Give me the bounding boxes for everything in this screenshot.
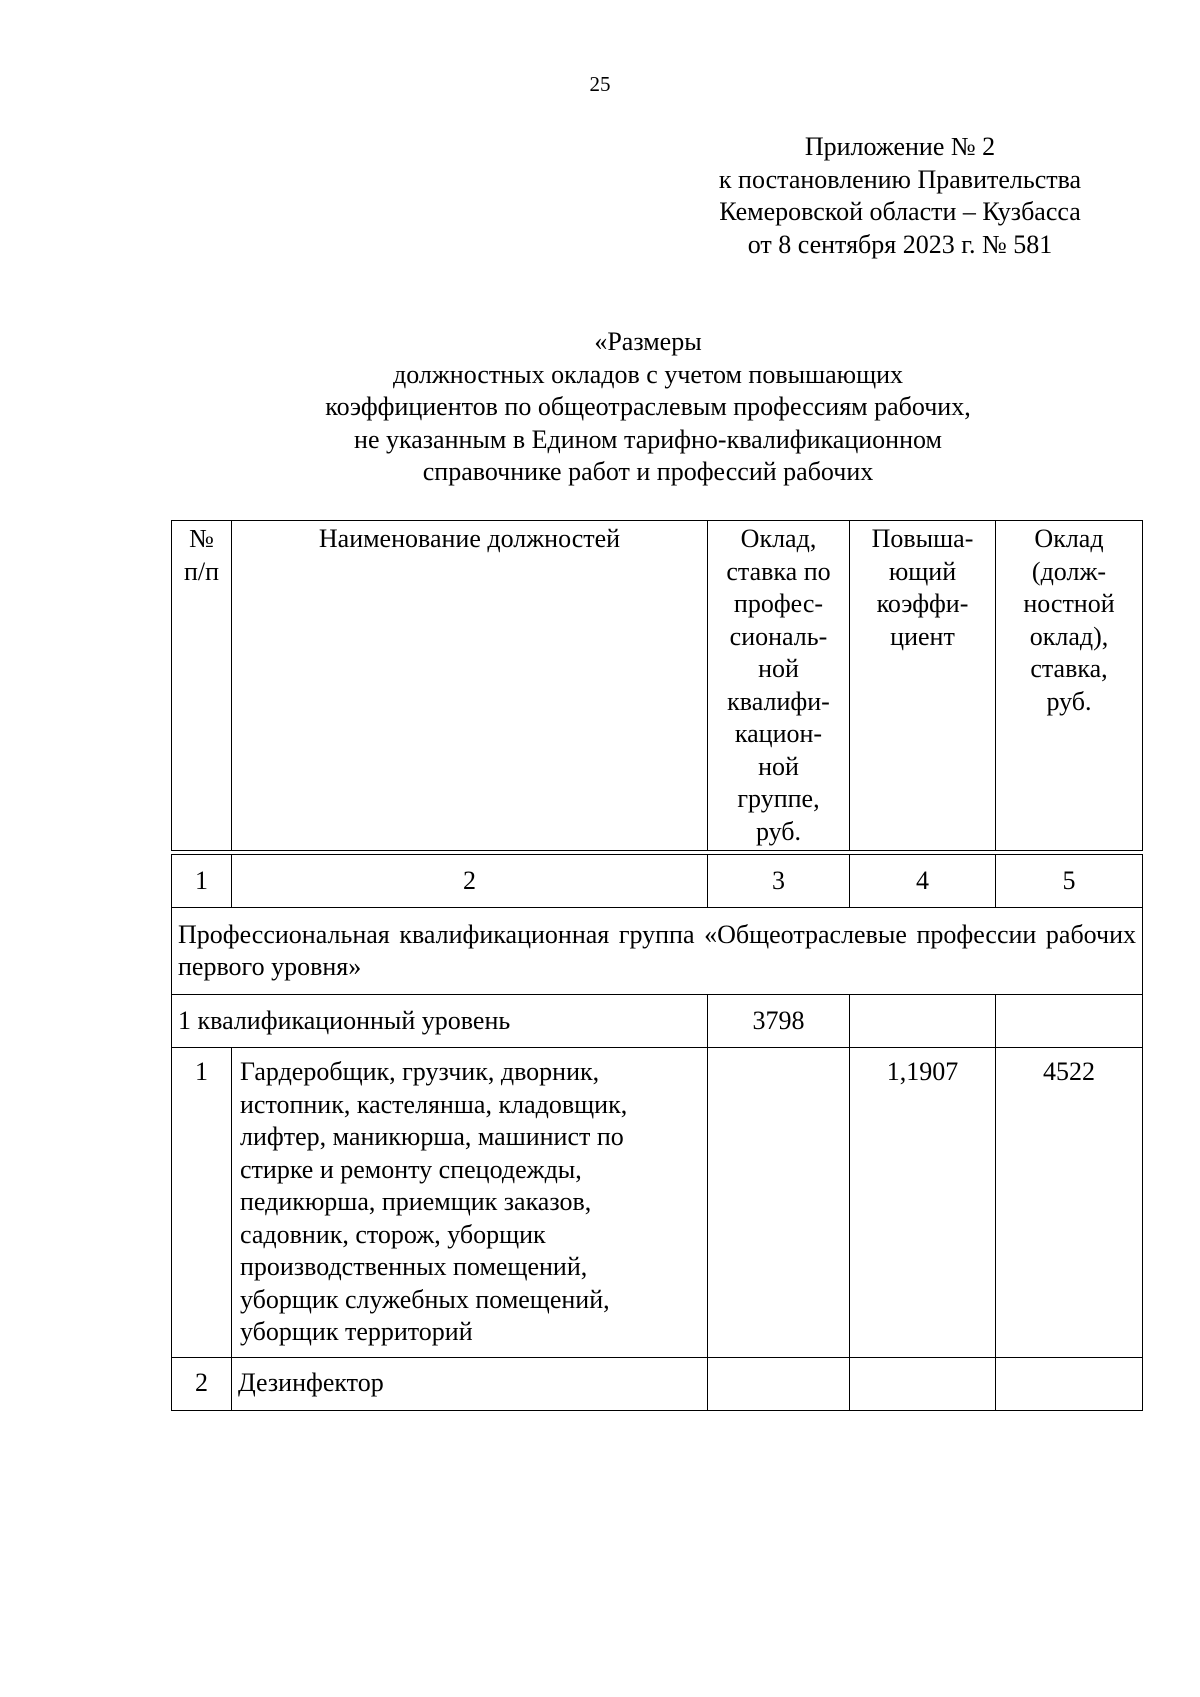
page-number: 25	[589, 72, 611, 96]
header-text: коэффи-	[876, 589, 969, 618]
appendix-block	[680, 131, 1120, 261]
header-text: Оклад,	[740, 524, 817, 553]
header-text: циент	[890, 621, 955, 651]
header-text: ставка,	[1030, 654, 1108, 683]
title-line: справочнике работ и профессий рабочих	[422, 457, 874, 486]
header-text: Оклад	[1034, 524, 1104, 553]
header-text: ностной	[1023, 589, 1115, 618]
header-text: ющий	[888, 556, 957, 586]
column-number: 4	[850, 855, 996, 908]
appendix-line: к постановлению Правительства	[718, 164, 1082, 194]
header-text: кацион-	[734, 719, 823, 748]
appendix-line: от 8 сентября 2023 г. № 581	[747, 229, 1053, 259]
header-text: квалифи-	[727, 686, 830, 716]
position-line: истопник, кастелянша, кладовщик,	[240, 1089, 628, 1119]
level-label: 1 квалификационный уровень	[172, 995, 708, 1048]
position-line: лифтер, маникюрша, машинист по	[240, 1122, 624, 1151]
position-line: Гардеробщик, грузчик, дворник,	[240, 1057, 600, 1086]
row-group-salary	[708, 1357, 850, 1410]
column-number: 2	[232, 855, 708, 908]
row-position-names: Дезинфектор	[232, 1357, 708, 1410]
header-text: Наименование должностей	[318, 524, 621, 553]
position-line: педикюрша, приемщик заказов,	[240, 1187, 592, 1216]
header-text: (долж-	[1031, 556, 1107, 586]
header-text: профес-	[733, 589, 824, 618]
header-text: сиональ-	[729, 621, 828, 651]
row-position-names	[232, 1048, 708, 1358]
level-row	[172, 995, 1143, 1048]
title-line: коэффициентов по общеотраслевым профессиям рабочих,	[325, 392, 971, 421]
header-text: ной	[758, 654, 799, 683]
column-number: 3	[708, 855, 850, 908]
column-number: 1	[172, 855, 232, 908]
header-text: Повыша-	[871, 524, 974, 553]
title-line: должностных окладов с учетом повышающих	[392, 359, 904, 389]
row-salary: 4522	[996, 1048, 1143, 1358]
appendix-line: Приложение № 2	[804, 132, 996, 161]
header-text: группе,	[737, 784, 820, 813]
position-line: стирке и ремонту спецодежды,	[240, 1154, 582, 1184]
header-text: руб.	[1046, 686, 1092, 716]
position-line: садовник, сторож, уборщик	[240, 1219, 546, 1249]
title-line: не указанным в Едином тарифно-квалификационном	[354, 424, 942, 454]
header-text: ставка по	[726, 556, 831, 586]
document-title	[130, 326, 1166, 489]
header-position-name	[232, 521, 708, 851]
group-row	[172, 908, 1143, 995]
row-coefficient: 1,1907	[850, 1048, 996, 1358]
row-group-salary	[708, 1048, 850, 1358]
row-number: 1	[172, 1048, 232, 1358]
salary-table	[171, 520, 1143, 1411]
level-final-salary	[996, 995, 1143, 1048]
table-row	[172, 1048, 1143, 1358]
table-header-row	[172, 521, 1143, 851]
header-text: №	[189, 524, 214, 553]
level-coefficient	[850, 995, 996, 1048]
table-row	[172, 1357, 1143, 1410]
position-line: уборщик территорий	[240, 1317, 473, 1346]
title-line: «Размеры	[594, 327, 702, 356]
header-text: п/п	[183, 556, 220, 586]
row-coefficient	[850, 1357, 996, 1410]
row-salary	[996, 1357, 1143, 1410]
group-title: Профессиональная квалификационная группа «Общеотраслевые профессии рабочих первого уровня»	[172, 908, 1143, 995]
header-salary	[996, 521, 1143, 851]
position-line: производственных помещений,	[240, 1252, 588, 1281]
header-text: ной	[758, 751, 799, 781]
header-number	[172, 521, 232, 851]
appendix-line: Кемеровской области – Кузбасса	[719, 197, 1081, 226]
level-salary: 3798	[708, 995, 850, 1048]
position-line: уборщик служебных помещений,	[240, 1284, 610, 1314]
column-number: 5	[996, 855, 1143, 908]
header-coefficient	[850, 521, 996, 851]
header-group-salary	[708, 521, 850, 851]
header-text: оклад),	[1029, 621, 1109, 651]
column-numbers-row	[172, 855, 1143, 908]
header-text: руб.	[755, 816, 802, 846]
row-number: 2	[172, 1357, 232, 1410]
